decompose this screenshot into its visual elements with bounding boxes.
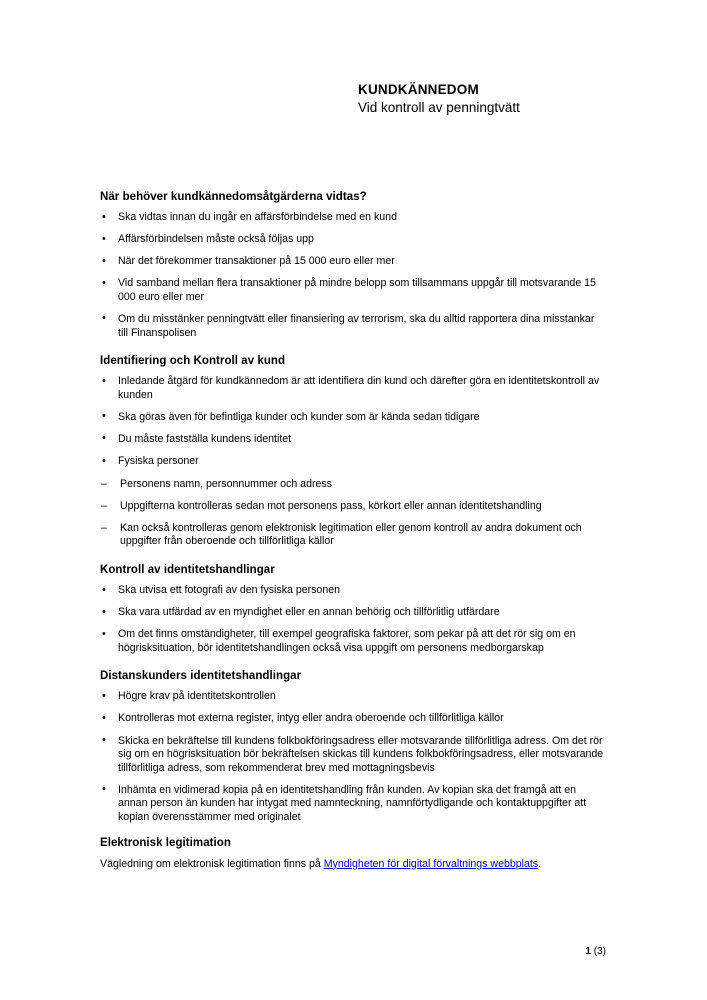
section-elektronisk-legitimation	[100, 836, 606, 871]
footer-page-total: (3)	[593, 946, 606, 957]
section-heading: När behöver kundkännedomsåtgärderna vidtas?	[100, 191, 367, 203]
section-kontroll-identitetshandlingar	[100, 563, 606, 655]
paragraph-text-after-link: .	[538, 857, 542, 870]
external-link-myndigheten[interactable]: Myndigheten för digital förvaltnings webbplats	[323, 857, 539, 870]
list-item: • Inledande åtgärd för kundkännedom är att identifiera din kund och därefter göra en identitetskontroll av kunden	[100, 375, 606, 402]
footer-page-number: 1	[585, 946, 591, 957]
document-title: KUNDKÄNNEDOM	[358, 82, 479, 97]
list-item: • Ska vidtas innan du ingår en affärsförbindelse med en kund	[100, 211, 606, 225]
document-header	[358, 82, 658, 116]
section-heading: Identifiering och Kontroll av kund	[100, 355, 286, 368]
bullet-list	[100, 690, 606, 824]
document-body	[100, 190, 606, 885]
section-distanskunder	[100, 669, 606, 824]
bullet-list	[100, 375, 606, 468]
list-item: • Kontrolleras mot externa register, intyg eller andra oberoende och tillförlitliga källor	[100, 712, 606, 726]
list-item: • Om det finns omständigheter, till exempel geografiska faktorer, som pekar på att det rör sig om en högrisksituation, bör identitetshandlingen också visa uppgift om personens medborgarskap	[100, 628, 606, 655]
list-item: • Affärsförbindelsen måste också följas upp	[100, 233, 606, 247]
list-item: • Ska vara utfärdad av en myndighet eller en annan behörig och tillförlitlig utfärdare	[100, 606, 606, 620]
list-item: • Högre krav på identitetskontrollen	[100, 690, 606, 704]
list-item: • Vid samband mellan flera transaktioner på mindre belopp som tillsammans uppgår till motsvarande 15 000 euro eller mer	[100, 277, 606, 304]
section-nar-behover	[100, 190, 606, 340]
section-heading: Kontroll av identitetshandlingar	[100, 564, 275, 576]
section-heading: Distanskunders identitetshandlingar	[100, 670, 302, 683]
paragraph-text-before-link: Vägledning om elektronisk legitimation finns på	[100, 857, 324, 870]
list-item: • Du måste fastställa kundens identitet	[100, 433, 606, 447]
list-item: • Inhämta en vidimerad kopia på en identitetshandling från kunden. Av kopian ska det framgå att en annan person än kunden har intygat med namnteckning, namnförtydligande och kontaktuppgifter att kopian överensstämmer med originalet	[100, 784, 606, 825]
list-item: • Skicka en bekräftelse till kundens folkbokföringsadress eller motsvarande tillförlitliga adress. Om det rör sig om en högrisksituation bör bekräftelsen skickas till kundens folkbokföringsadress, eller motsvarande tillförlitliga adress, som rekommenderat brev med mottagningsbevis	[100, 735, 606, 776]
list-item: • Ska göras även för befintliga kunder och kunder som är kända sedan tidigare	[100, 411, 606, 425]
section-heading: Elektronisk legitimation	[100, 836, 231, 849]
sub-list-item: – Personens namn, personnummer och adress	[100, 478, 606, 492]
bullet-list	[100, 211, 606, 340]
page-footer	[100, 946, 606, 958]
section-identifiering	[100, 354, 606, 549]
sub-bullet-list	[100, 478, 606, 549]
list-item: • När det förekommer transaktioner på 15 000 euro eller mer	[100, 255, 606, 269]
sub-list-item: – Uppgifterna kontrolleras sedan mot personens pass, körkort eller annan identitetshandling	[100, 500, 606, 514]
electronic-id-paragraph	[100, 857, 606, 871]
list-item: • Ska utvisa ett fotografi av den fysiska personen	[100, 584, 606, 598]
bullet-list	[100, 584, 606, 655]
list-item: • Om du misstänker penningtvätt eller finansiering av terrorism, ska du alltid rapportera dina misstankar till Finanspolisen	[100, 313, 606, 340]
list-item: • Fysiska personer	[100, 455, 606, 469]
document-subtitle: Vid kontroll av penningtvätt	[358, 100, 520, 115]
sub-list-item: – Kan också kontrolleras genom elektronisk legitimation eller genom kontroll av andra dokument och uppgifter från oberoende och tillförlitliga källor	[100, 522, 606, 549]
